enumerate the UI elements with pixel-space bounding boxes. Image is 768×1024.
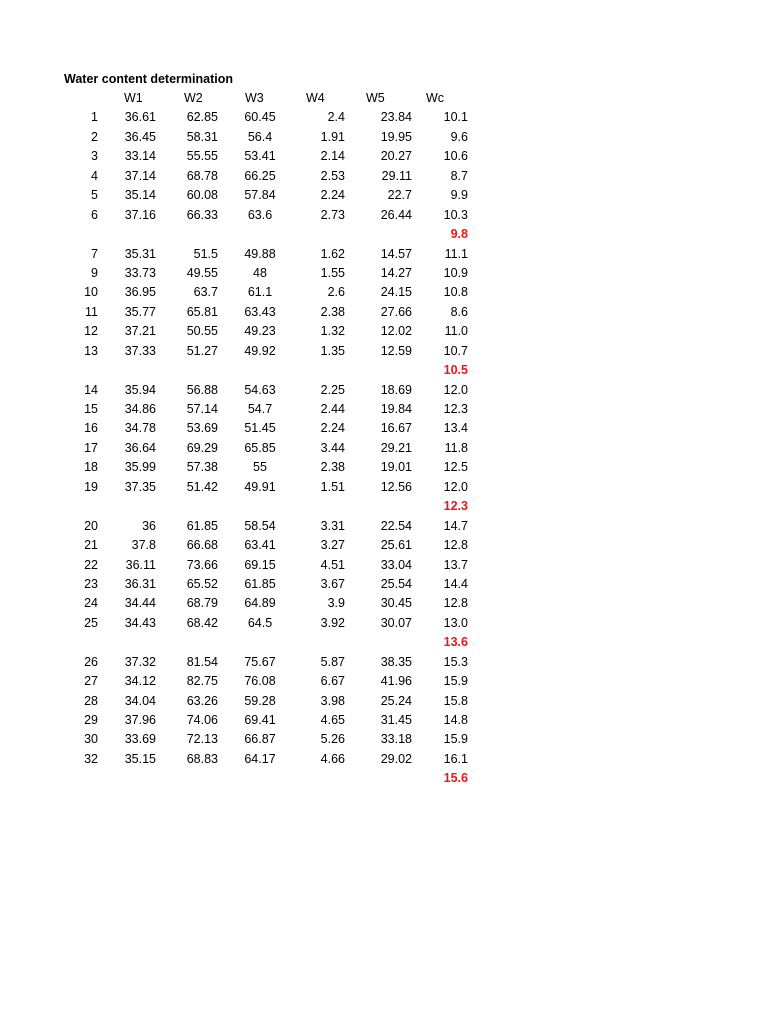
w1-cell: 36.45 (124, 129, 156, 144)
w2-cell: 58.31 (186, 129, 218, 144)
table-row (60, 672, 480, 691)
table-row (60, 381, 480, 400)
table-row (60, 653, 480, 672)
column-header-w1: W1 (124, 91, 143, 105)
table-row (60, 400, 480, 419)
wc-cell: 13.7 (443, 557, 468, 572)
wc-cell: 8.6 (450, 304, 468, 319)
wc-cell: 10.8 (443, 285, 468, 300)
table-row (60, 692, 480, 711)
w1-cell: 36.61 (124, 110, 156, 125)
w4-cell: 2.24 (320, 421, 345, 436)
w4-cell: 1.32 (320, 324, 345, 339)
w5-cell: 16.67 (380, 421, 412, 436)
w3-cell: 53.41 (244, 149, 276, 164)
w5-cell: 12.59 (380, 343, 412, 358)
w5-cell: 14.57 (380, 246, 412, 261)
w4-cell: 3.98 (320, 693, 345, 708)
w4-cell: 2.14 (320, 149, 345, 164)
w2-cell: 60.08 (186, 188, 218, 203)
w4-cell: 2.25 (320, 382, 345, 397)
w1-cell: 34.78 (124, 421, 156, 436)
w4-cell: 5.87 (320, 654, 345, 669)
table-row (60, 614, 480, 633)
w3-cell: 54.63 (244, 382, 276, 397)
w5-cell: 25.54 (380, 576, 412, 591)
sample-number-cell: 1 (91, 110, 98, 125)
w5-cell: 12.56 (380, 479, 412, 494)
w4-cell: 2.53 (320, 168, 345, 183)
column-header-w4: W4 (306, 91, 325, 105)
sample-number-cell: 7 (91, 246, 98, 261)
w3-cell: 64.17 (244, 751, 276, 766)
w2-cell: 65.81 (186, 304, 218, 319)
w5-cell: 31.45 (380, 713, 412, 727)
wc-cell: 14.8 (443, 713, 468, 727)
sample-number-cell: 25 (84, 615, 98, 630)
table-row (60, 128, 480, 147)
w1-cell: 37.14 (124, 168, 156, 183)
w5-cell: 20.27 (380, 149, 412, 164)
w2-cell: 63.26 (186, 693, 218, 708)
sample-number-cell: 26 (84, 654, 98, 669)
average-row (60, 225, 480, 244)
w5-cell: 18.69 (380, 382, 412, 397)
sample-number-cell: 16 (84, 421, 98, 436)
table-row (60, 730, 480, 749)
w2-cell: 61.85 (186, 518, 218, 533)
w2-cell: 66.68 (186, 538, 218, 553)
table-row (60, 264, 480, 283)
w2-cell: 73.66 (186, 557, 218, 572)
wc-cell: 10.7 (443, 343, 468, 358)
wc-cell: 13.4 (443, 421, 468, 436)
table-row (60, 439, 480, 458)
w5-cell: 23.84 (380, 110, 412, 125)
w3-cell: 49.88 (244, 246, 276, 261)
w1-cell: 35.15 (124, 751, 156, 766)
wc-cell: 10.1 (443, 110, 468, 125)
w2-cell: 81.54 (186, 654, 218, 669)
wc-average-cell: 9.8 (450, 227, 468, 242)
wc-cell: 13.0 (443, 615, 468, 630)
w4-cell: 2.4 (327, 110, 345, 125)
wc-cell: 12.0 (443, 382, 468, 397)
table-row (60, 458, 480, 477)
w1-cell: 36 (142, 518, 156, 533)
w4-cell: 3.44 (320, 440, 345, 455)
table-row (60, 245, 480, 264)
w2-cell: 72.13 (186, 732, 218, 747)
wc-average-cell: 13.6 (443, 635, 468, 650)
wc-cell: 9.6 (450, 129, 468, 144)
w2-cell: 63.7 (193, 285, 218, 300)
w4-cell: 3.9 (327, 596, 345, 611)
w4-cell: 2.44 (320, 402, 345, 416)
sample-number-cell: 12 (84, 324, 98, 339)
w5-cell: 29.21 (380, 440, 412, 455)
w1-cell: 34.12 (124, 674, 156, 689)
sample-number-cell: 6 (91, 207, 98, 222)
wc-cell: 11.0 (444, 324, 468, 339)
w1-cell: 34.86 (124, 402, 156, 416)
w3-cell: 63.41 (244, 538, 276, 553)
w3-cell: 65.85 (244, 440, 276, 455)
wc-cell: 12.3 (443, 402, 468, 416)
wc-cell: 10.9 (443, 265, 468, 280)
wc-cell: 10.3 (443, 207, 468, 222)
wc-cell: 8.7 (450, 168, 468, 183)
w2-cell: 55.55 (186, 149, 218, 164)
w5-cell: 33.04 (380, 557, 412, 572)
w1-cell: 33.69 (124, 732, 156, 747)
sample-number-cell: 2 (91, 129, 98, 144)
w4-cell: 1.51 (320, 479, 345, 494)
table-row (60, 419, 480, 438)
wc-average-cell: 12.3 (443, 499, 468, 514)
w3-cell: 51.45 (244, 421, 276, 436)
table-row (60, 478, 480, 497)
w3-cell: 63.43 (244, 304, 276, 319)
w4-cell: 1.91 (320, 129, 345, 144)
w4-cell: 2.73 (320, 207, 345, 222)
w2-cell: 53.69 (186, 421, 218, 436)
w3-cell: 69.15 (244, 557, 276, 572)
table-row (60, 517, 480, 536)
sheet-title: Water content determination (64, 72, 233, 86)
w4-cell: 5.26 (320, 732, 345, 747)
w4-cell: 1.55 (320, 265, 345, 280)
wc-cell: 15.3 (443, 654, 468, 669)
w3-cell: 59.28 (244, 693, 276, 708)
sample-number-cell: 3 (91, 149, 98, 164)
w2-cell: 51.27 (186, 343, 218, 358)
sample-number-cell: 14 (84, 382, 98, 397)
sample-number-cell: 17 (84, 440, 98, 455)
w5-cell: 29.11 (381, 168, 412, 183)
w5-cell: 26.44 (380, 207, 412, 222)
table-row (60, 750, 480, 769)
column-header-wc: Wc (426, 91, 445, 105)
w5-cell: 33.18 (380, 732, 412, 747)
w2-cell: 51.5 (193, 246, 218, 261)
wc-cell: 14.7 (443, 518, 468, 533)
w3-cell: 54.7 (247, 402, 273, 416)
w2-cell: 50.55 (186, 324, 218, 339)
w3-cell: 56.4 (247, 129, 273, 144)
sample-number-cell: 10 (84, 285, 98, 300)
w3-cell: 69.41 (244, 713, 276, 727)
w1-cell: 35.14 (124, 188, 156, 203)
w4-cell: 1.62 (320, 246, 345, 261)
w5-cell: 19.84 (380, 402, 412, 416)
sample-number-cell: 22 (84, 557, 98, 572)
w4-cell: 3.27 (320, 538, 345, 553)
wc-cell: 12.8 (443, 596, 468, 611)
data-table (60, 89, 480, 789)
w3-cell: 66.25 (244, 168, 276, 183)
w4-cell: 4.66 (320, 751, 345, 766)
average-row (60, 633, 480, 652)
w3-cell: 49.92 (244, 343, 276, 358)
sample-number-cell: 4 (91, 168, 98, 183)
sample-number-cell: 28 (84, 693, 98, 708)
w1-cell: 34.44 (124, 596, 156, 611)
table-row (60, 206, 480, 225)
sample-number-cell: 21 (84, 538, 98, 553)
w5-cell: 30.07 (380, 615, 412, 630)
w1-cell: 36.64 (124, 440, 156, 455)
w5-cell: 29.02 (380, 751, 412, 766)
table-row (60, 575, 480, 594)
sample-number-cell: 18 (84, 460, 98, 475)
w4-cell: 2.38 (320, 460, 345, 475)
w4-cell: 2.24 (320, 188, 345, 203)
w3-cell: 64.5 (247, 615, 273, 630)
w2-cell: 82.75 (186, 674, 218, 689)
w5-cell: 19.01 (380, 460, 412, 475)
w3-cell: 64.89 (244, 596, 276, 611)
table-row (60, 342, 480, 361)
w4-cell: 2.6 (327, 285, 345, 300)
w5-cell: 41.96 (380, 674, 412, 689)
w3-cell: 75.67 (244, 654, 276, 669)
w2-cell: 57.14 (186, 402, 218, 416)
wc-cell: 12.5 (443, 460, 468, 475)
w1-cell: 37.21 (124, 324, 156, 339)
w5-cell: 27.66 (380, 304, 412, 319)
w3-cell: 76.08 (244, 674, 276, 689)
w2-cell: 56.88 (186, 382, 218, 397)
w1-cell: 34.04 (124, 693, 156, 708)
w1-cell: 37.32 (124, 654, 156, 669)
w2-cell: 57.38 (186, 460, 218, 475)
header-row (60, 89, 480, 108)
table-row (60, 711, 480, 730)
wc-cell: 15.9 (443, 674, 468, 689)
wc-cell: 15.8 (443, 693, 468, 708)
table-row (60, 283, 480, 302)
average-row (60, 497, 480, 516)
wc-cell: 9.9 (450, 188, 468, 203)
w5-cell: 22.7 (387, 188, 412, 203)
sample-number-cell: 23 (84, 576, 98, 591)
table-row (60, 303, 480, 322)
sample-number-cell: 9 (91, 265, 98, 280)
table-row (60, 536, 480, 555)
w2-cell: 49.55 (186, 265, 218, 280)
w1-cell: 36.11 (125, 557, 156, 572)
w3-cell: 60.45 (244, 110, 276, 125)
wc-cell: 15.9 (443, 732, 468, 747)
sample-number-cell: 15 (84, 402, 98, 416)
w4-cell: 1.35 (320, 343, 345, 358)
table-row (60, 108, 480, 127)
w1-cell: 37.96 (124, 713, 156, 727)
wc-average-cell: 10.5 (443, 363, 468, 378)
w1-cell: 37.16 (124, 207, 156, 222)
w4-cell: 2.38 (320, 304, 345, 319)
w2-cell: 62.85 (186, 110, 218, 125)
w1-cell: 33.73 (124, 265, 156, 280)
w1-cell: 35.94 (124, 382, 156, 397)
column-header-w3: W3 (245, 91, 264, 105)
sample-number-cell: 19 (84, 479, 98, 494)
w5-cell: 38.35 (380, 654, 412, 669)
w1-cell: 36.31 (124, 576, 156, 591)
w1-cell: 36.95 (124, 285, 156, 300)
w3-cell: 61.85 (244, 576, 276, 591)
w5-cell: 19.95 (380, 129, 412, 144)
w2-cell: 51.42 (186, 479, 218, 494)
w5-cell: 24.15 (380, 285, 412, 300)
w5-cell: 12.02 (380, 324, 412, 339)
w5-cell: 30.45 (380, 596, 412, 611)
w4-cell: 3.92 (320, 615, 345, 630)
table-row (60, 322, 480, 341)
w3-cell: 63.6 (247, 207, 273, 222)
table-row (60, 186, 480, 205)
wc-cell: 12.0 (443, 479, 468, 494)
sample-number-cell: 32 (84, 751, 98, 766)
wc-cell: 12.8 (443, 538, 468, 553)
sample-number-cell: 24 (84, 596, 98, 611)
wc-cell: 10.6 (443, 149, 468, 164)
w5-cell: 22.54 (380, 518, 412, 533)
wc-cell: 16.1 (443, 751, 468, 766)
table-row (60, 147, 480, 166)
w3-cell: 57.84 (244, 188, 276, 203)
average-row (60, 769, 480, 788)
sample-number-cell: 27 (84, 674, 98, 689)
w2-cell: 66.33 (186, 207, 218, 222)
w2-cell: 68.79 (186, 596, 218, 611)
w3-cell: 48 (253, 265, 267, 280)
sample-number-cell: 5 (91, 188, 98, 203)
wc-cell: 14.4 (443, 576, 468, 591)
w4-cell: 6.67 (320, 674, 345, 689)
w3-cell: 61.1 (247, 285, 273, 300)
sample-number-cell: 30 (84, 732, 98, 747)
w5-cell: 14.27 (380, 265, 412, 280)
w5-cell: 25.61 (380, 538, 412, 553)
w2-cell: 68.42 (186, 615, 218, 630)
wc-cell: 11.8 (444, 440, 468, 455)
w2-cell: 68.78 (186, 168, 218, 183)
wc-cell: 11.1 (444, 246, 468, 261)
sample-number-cell: 20 (84, 518, 98, 533)
w4-cell: 3.67 (320, 576, 345, 591)
column-header-w5: W5 (366, 91, 385, 105)
w4-cell: 4.65 (320, 713, 345, 727)
w2-cell: 65.52 (186, 576, 218, 591)
w3-cell: 58.54 (244, 518, 276, 533)
column-header-w2: W2 (184, 91, 203, 105)
w1-cell: 35.99 (124, 460, 156, 475)
sample-number-cell: 13 (84, 343, 98, 358)
table-row (60, 556, 480, 575)
sample-number-cell: 11 (85, 304, 98, 319)
w3-cell: 49.23 (244, 324, 276, 339)
w1-cell: 34.43 (124, 615, 156, 630)
w4-cell: 3.31 (320, 518, 345, 533)
w2-cell: 74.06 (186, 713, 218, 727)
w1-cell: 37.8 (131, 538, 156, 553)
w1-cell: 37.33 (124, 343, 156, 358)
w1-cell: 33.14 (124, 149, 156, 164)
w1-cell: 35.31 (124, 246, 156, 261)
average-row (60, 361, 480, 380)
sample-number-cell: 29 (84, 713, 98, 727)
w3-cell: 49.91 (244, 479, 276, 494)
w1-cell: 35.77 (124, 304, 156, 319)
w3-cell: 55 (253, 460, 267, 475)
w4-cell: 4.51 (320, 557, 345, 572)
table-row (60, 167, 480, 186)
table-row (60, 594, 480, 613)
w1-cell: 37.35 (124, 479, 156, 494)
wc-average-cell: 15.6 (443, 771, 468, 786)
w5-cell: 25.24 (380, 693, 412, 708)
w2-cell: 68.83 (186, 751, 218, 766)
w2-cell: 69.29 (186, 440, 218, 455)
w3-cell: 66.87 (244, 732, 276, 747)
